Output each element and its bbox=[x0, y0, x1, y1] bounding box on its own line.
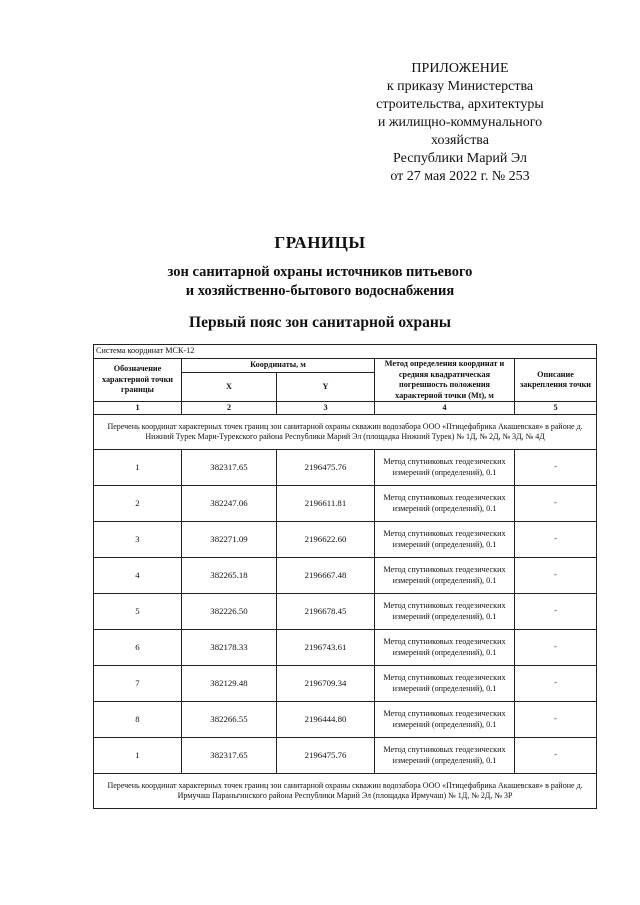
coord-y: 2196622.60 bbox=[277, 522, 375, 558]
subtitle-line-2: и хозяйственно-бытового водоснабжения bbox=[185, 283, 455, 299]
point-id: 2 bbox=[94, 486, 182, 522]
section-heading-irmuchash: Перечень координат характерных точек границ зон санитарной охраны скважин водозабора ООО «Птицефабрика Акашевская» в районе д. Ирмучаш Параньгинского района Республики Марий Эл (площадка Ирмучаш) № 1Д, № 2Д, № 3Р bbox=[94, 774, 597, 809]
description: - bbox=[515, 522, 597, 558]
point-id: 8 bbox=[94, 702, 182, 738]
header-description: Описание закрепления точки bbox=[515, 359, 597, 402]
appendix-line: ПРИЛОЖЕНИЕ bbox=[411, 61, 509, 76]
column-number: 5 bbox=[515, 402, 597, 415]
header-method: Метод определения координат и средняя квадратическая погрешность положения характерной точки (Mt), м bbox=[375, 359, 515, 402]
table-row bbox=[94, 666, 597, 702]
table-row bbox=[94, 630, 597, 666]
column-number: 1 bbox=[94, 402, 182, 415]
method: Метод спутниковых геодезических измерений (определений), 0.1 bbox=[375, 594, 515, 630]
appendix-line: от 27 мая 2022 г. № 253 bbox=[390, 169, 530, 184]
column-number: 4 bbox=[375, 402, 515, 415]
belt-title: Первый пояс зон санитарной охраны bbox=[189, 314, 451, 331]
coord-y: 2196611.81 bbox=[277, 486, 375, 522]
point-id: 3 bbox=[94, 522, 182, 558]
description: - bbox=[515, 450, 597, 486]
coord-y: 2196709.34 bbox=[277, 666, 375, 702]
description: - bbox=[515, 630, 597, 666]
description: - bbox=[515, 486, 597, 522]
coord-y: 2196475.76 bbox=[277, 738, 375, 774]
description: - bbox=[515, 702, 597, 738]
coord-x: 382247.06 bbox=[182, 486, 277, 522]
appendix-line: к приказу Министерства bbox=[386, 79, 534, 94]
section-heading-nizhny-turek: Перечень координат характерных точек границ зон санитарной охраны скважин водозабора ООО «Птицефабрика Акашевская» в районе д. Нижний Турек Мари-Турекского района Республики Марий Эл (площадка Нижний Турек) № 1Д, № 2Д, № 3Д, № 4Д bbox=[94, 415, 597, 450]
table-row bbox=[94, 738, 597, 774]
point-id: 6 bbox=[94, 630, 182, 666]
appendix-line: и жилищно-коммунального bbox=[377, 115, 543, 130]
point-id: 1 bbox=[94, 738, 182, 774]
coord-y: 2196743.61 bbox=[277, 630, 375, 666]
coord-y: 2196475.76 bbox=[277, 450, 375, 486]
method: Метод спутниковых геодезических измерений (определений), 0.1 bbox=[375, 486, 515, 522]
coord-x: 382129.48 bbox=[182, 666, 277, 702]
coord-system-cell: Система координат МСК-12 bbox=[94, 345, 597, 359]
coordinates-table bbox=[93, 344, 597, 809]
table-row bbox=[94, 594, 597, 630]
coord-x: 382271.09 bbox=[182, 522, 277, 558]
coord-x: 382317.65 bbox=[182, 450, 277, 486]
coord-y: 2196444.80 bbox=[277, 702, 375, 738]
document-subtitle bbox=[0, 263, 640, 301]
appendix-header bbox=[360, 60, 560, 186]
coord-x: 382178.33 bbox=[182, 630, 277, 666]
table-row bbox=[94, 522, 597, 558]
description: - bbox=[515, 738, 597, 774]
header-coords: Координаты, м bbox=[182, 359, 375, 373]
point-id: 7 bbox=[94, 666, 182, 702]
header-x: X bbox=[182, 372, 277, 401]
table-row bbox=[94, 558, 597, 594]
method: Метод спутниковых геодезических измерений (определений), 0.1 bbox=[375, 522, 515, 558]
method: Метод спутниковых геодезических измерений (определений), 0.1 bbox=[375, 630, 515, 666]
coord-y: 2196678.45 bbox=[277, 594, 375, 630]
coord-x: 382265.18 bbox=[182, 558, 277, 594]
description: - bbox=[515, 666, 597, 702]
appendix-line: Республики Марий Эл bbox=[393, 151, 527, 166]
table-row bbox=[94, 450, 597, 486]
method: Метод спутниковых геодезических измерений (определений), 0.1 bbox=[375, 702, 515, 738]
point-id: 4 bbox=[94, 558, 182, 594]
coord-x: 382317.65 bbox=[182, 738, 277, 774]
method: Метод спутниковых геодезических измерений (определений), 0.1 bbox=[375, 558, 515, 594]
subtitle-line-1: зон санитарной охраны источников питьевого bbox=[167, 264, 473, 280]
method: Метод спутниковых геодезических измерений (определений), 0.1 bbox=[375, 738, 515, 774]
table-row bbox=[94, 702, 597, 738]
document-title: ГРАНИЦЫ bbox=[274, 233, 366, 252]
method: Метод спутниковых геодезических измерений (определений), 0.1 bbox=[375, 450, 515, 486]
table-row bbox=[94, 486, 597, 522]
header-y: Y bbox=[277, 372, 375, 401]
column-number: 3 bbox=[277, 402, 375, 415]
appendix-line: строительства, архитектуры bbox=[376, 97, 544, 112]
coord-x: 382266.55 bbox=[182, 702, 277, 738]
point-id: 5 bbox=[94, 594, 182, 630]
appendix-line: хозяйства bbox=[431, 133, 489, 148]
description: - bbox=[515, 558, 597, 594]
column-number: 2 bbox=[182, 402, 277, 415]
description: - bbox=[515, 594, 597, 630]
coord-x: 382226.50 bbox=[182, 594, 277, 630]
coord-y: 2196667.48 bbox=[277, 558, 375, 594]
header-point: Обозначение характерной точки границы bbox=[94, 359, 182, 402]
method: Метод спутниковых геодезических измерений (определений), 0.1 bbox=[375, 666, 515, 702]
point-id: 1 bbox=[94, 450, 182, 486]
